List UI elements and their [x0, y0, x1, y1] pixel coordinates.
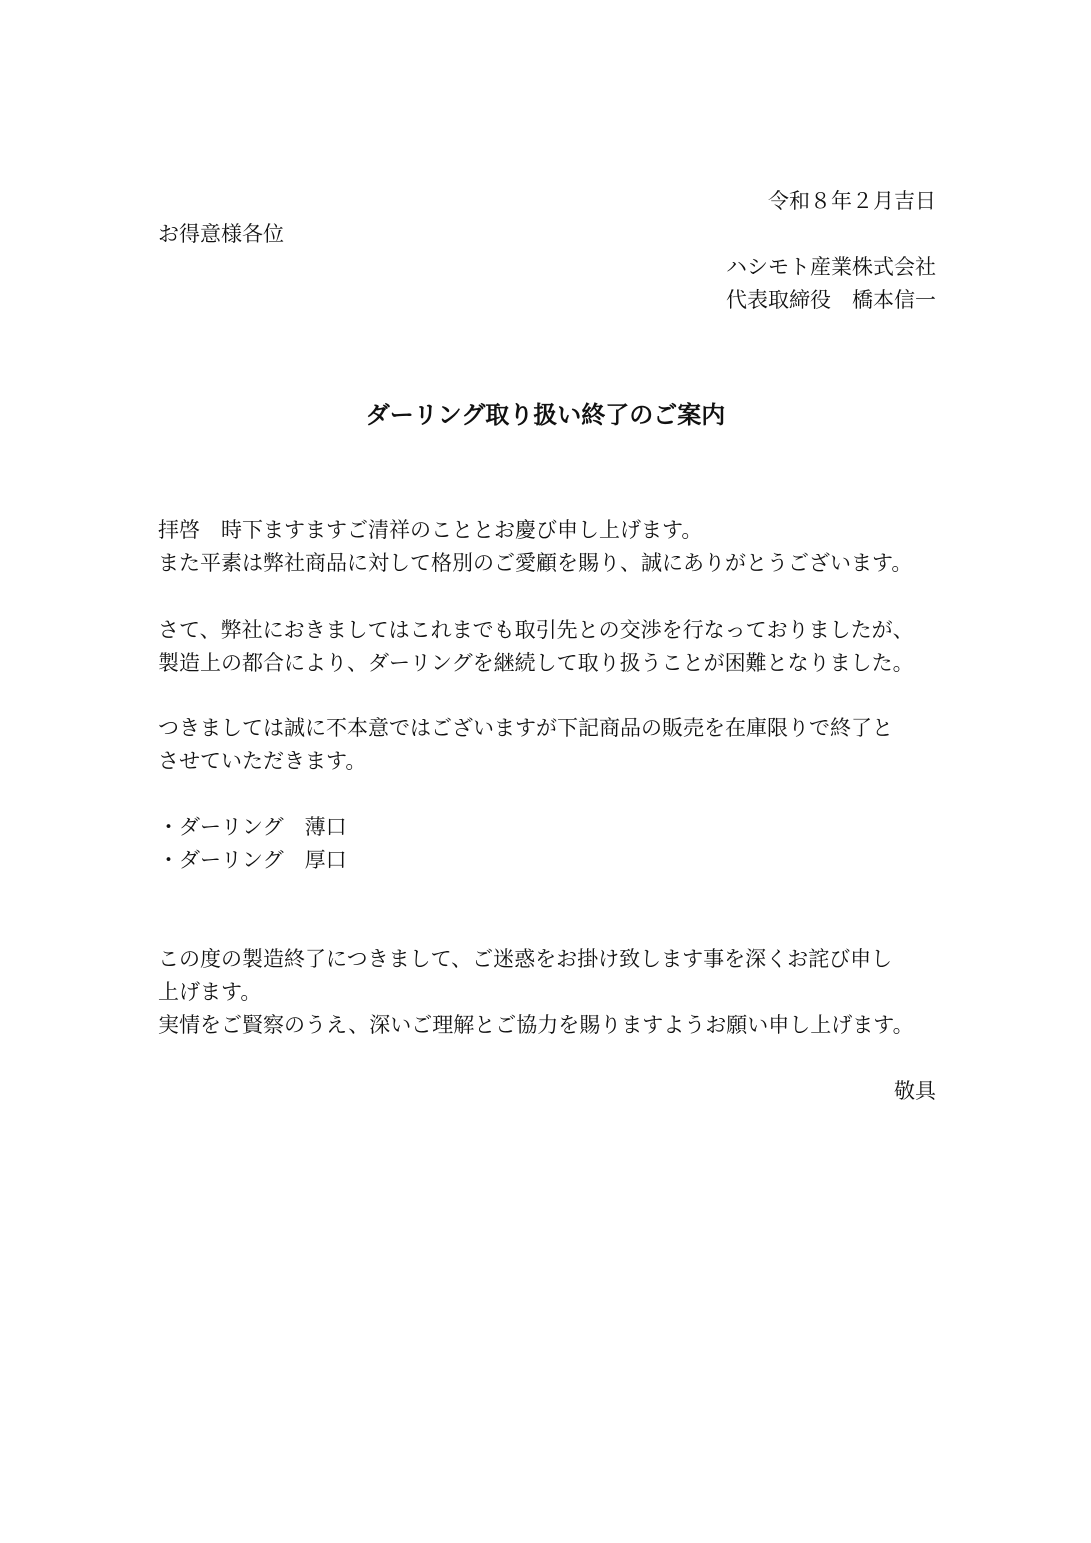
- notice-paragraph: [158, 614, 948, 680]
- announcement-line: させていただきます。: [158, 749, 367, 773]
- notice-line: さて、弊社におきましてはこれまでも取引先との交渉を行なっておりましたが、: [158, 618, 914, 642]
- closing-phrase: 敬具: [894, 1079, 936, 1103]
- apology-paragraph: [158, 943, 948, 1042]
- product-item: ・ダーリング 薄口: [158, 815, 347, 839]
- apology-line: 実情をご賢察のうえ、深いご理解とご協力を賜りますようお願い申し上げます。: [158, 1013, 914, 1037]
- document-title: ダーリング取り扱い終了のご案内: [365, 401, 726, 429]
- document-date: 令和８年２月吉日: [768, 189, 936, 213]
- notice-line: 製造上の都合により、ダーリングを継続して取り扱うことが困難となりました。: [158, 651, 914, 675]
- product-list: [158, 811, 948, 877]
- greeting-line: また平素は弊社商品に対して格別のご愛顧を賜り、誠にありがとうございます。: [158, 551, 913, 575]
- greeting-paragraph: [158, 514, 948, 580]
- apology-line: この度の製造終了につきまして、ご迷惑をお掛け致します事を深くお詫び申し: [158, 947, 893, 971]
- company-name: ハシモト産業株式会社: [726, 255, 936, 279]
- product-item: ・ダーリング 厚口: [158, 848, 347, 872]
- apology-line: 上げます。: [158, 980, 262, 1004]
- recipient-line: お得意様各位: [158, 222, 284, 246]
- sender-name: 代表取締役 橋本信一: [726, 288, 936, 312]
- announcement-line: つきましては誠に不本意ではございますが下記商品の販売を在庫限りで終了と: [158, 716, 893, 740]
- greeting-line: 拝啓 時下ますますご清祥のこととお慶び申し上げます。: [158, 518, 703, 542]
- announcement-paragraph: [158, 712, 948, 778]
